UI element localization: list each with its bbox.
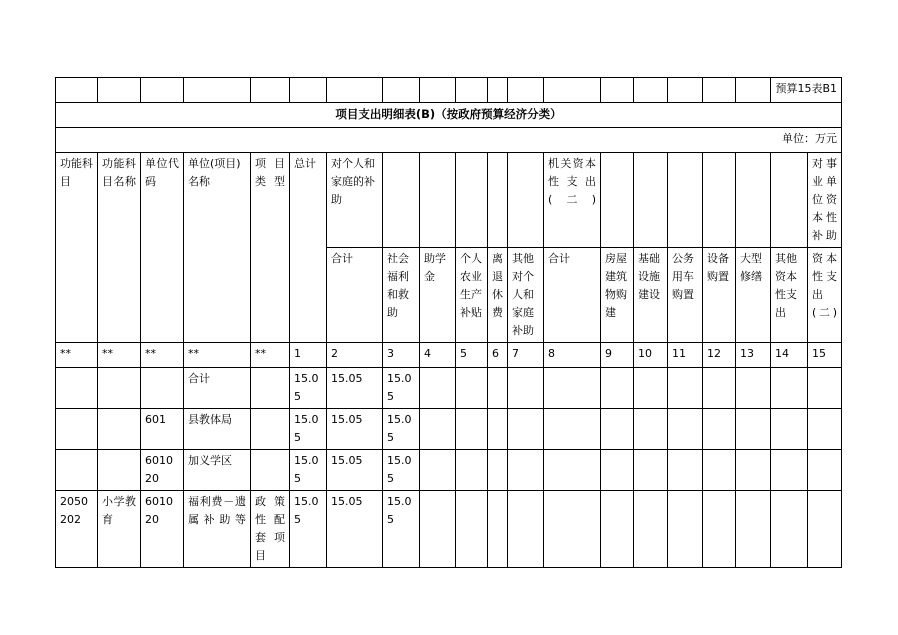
unit-row (56, 128, 842, 153)
header-row-1 (56, 153, 842, 248)
table-row-total (56, 368, 842, 409)
table-cell (736, 368, 771, 409)
table-cell (420, 368, 456, 409)
table-cell (601, 491, 634, 568)
index-cell: 12 (703, 343, 736, 368)
table-cell (544, 450, 601, 491)
table-cell (420, 409, 456, 450)
table-cell: 政策性配套项目 (251, 491, 290, 568)
index-cell: ** (141, 343, 184, 368)
table-cell (251, 368, 290, 409)
table-cell (420, 450, 456, 491)
table-cell (668, 368, 703, 409)
table-cell (98, 368, 141, 409)
index-cell: ** (56, 343, 98, 368)
table-cell (703, 368, 736, 409)
table-cell: 合计 (184, 368, 251, 409)
table-cell: 15.05 (290, 368, 327, 409)
table-cell: 15.05 (383, 450, 420, 491)
table-cell (601, 450, 634, 491)
header-project-type: 项目类型 (251, 153, 290, 343)
header-infrastructure: 基础设施建设 (634, 248, 668, 343)
table-cell (634, 491, 668, 568)
table-cell (601, 368, 634, 409)
table-cell: 601020 (141, 450, 184, 491)
table-cell (634, 409, 668, 450)
header-vehicle: 公务用车购置 (668, 248, 703, 343)
table-cell (488, 491, 508, 568)
table-cell (508, 409, 544, 450)
table-cell (703, 450, 736, 491)
table-cell (544, 368, 601, 409)
table-cell: 15.05 (327, 409, 383, 450)
table-cell (98, 409, 141, 450)
table-cell (420, 491, 456, 568)
table-cell (808, 491, 842, 568)
table-cell (456, 491, 488, 568)
table-cell (771, 409, 808, 450)
table-cell (601, 409, 634, 450)
table-cell (488, 450, 508, 491)
table-cell (544, 491, 601, 568)
index-cell: 11 (668, 343, 703, 368)
table-cell (508, 368, 544, 409)
header-student-aid: 助学金 (420, 248, 456, 343)
index-cell: 1 (290, 343, 327, 368)
table-cell: 15.05 (290, 409, 327, 450)
table-cell (634, 368, 668, 409)
table-row-601020 (56, 450, 842, 491)
index-cell: 9 (601, 343, 634, 368)
table-cell (703, 409, 736, 450)
index-cell: 15 (808, 343, 842, 368)
table-row-601 (56, 409, 842, 450)
table-title: 项目支出明细表(B)（按政府预算经济分类） (56, 103, 842, 128)
table-cell: 601020 (141, 491, 184, 568)
index-cell: 3 (383, 343, 420, 368)
table-cell (456, 368, 488, 409)
index-cell: ** (184, 343, 251, 368)
header-retirement: 离退休费 (488, 248, 508, 343)
form-code-row (56, 78, 842, 103)
table-row-2050202 (56, 491, 842, 568)
header-farm-subsidy: 个人农业生产补贴 (456, 248, 488, 343)
table-cell (736, 450, 771, 491)
table-cell (808, 368, 842, 409)
table-cell: 15.05 (327, 450, 383, 491)
index-cell: 4 (420, 343, 456, 368)
form-code: 预算15表B1 (771, 78, 842, 103)
table-cell (141, 368, 184, 409)
table-cell (736, 409, 771, 450)
table-cell: 15.05 (383, 491, 420, 568)
table-cell (634, 450, 668, 491)
table-cell (508, 450, 544, 491)
table-cell (56, 450, 98, 491)
index-cell: ** (251, 343, 290, 368)
table-cell: 15.05 (383, 368, 420, 409)
index-cell: 5 (456, 343, 488, 368)
table-cell (488, 409, 508, 450)
table-cell (456, 450, 488, 491)
index-cell: 13 (736, 343, 771, 368)
title-row (56, 103, 842, 128)
header-other-personal: 其他对个人和家庭补助 (508, 248, 544, 343)
table-cell (98, 450, 141, 491)
table-cell (668, 491, 703, 568)
table-cell: 加义学区 (184, 450, 251, 491)
table-cell (771, 450, 808, 491)
unit-label: 单位：万元 (56, 128, 842, 153)
table-cell (251, 409, 290, 450)
header-func-subject: 功能科目 (56, 153, 98, 343)
header-personal-subsidy: 对个人和家庭的补助 (327, 153, 383, 248)
table-cell: 15.05 (290, 450, 327, 491)
table-cell (771, 491, 808, 568)
index-cell: 2 (327, 343, 383, 368)
table-cell: 县教体局 (184, 409, 251, 450)
table-cell (808, 409, 842, 450)
table-cell: 15.05 (327, 491, 383, 568)
index-cell: 6 (488, 343, 508, 368)
header-org-capital: 机关资本性支出(二) (544, 153, 601, 248)
table-cell: 15.05 (383, 409, 420, 450)
header-equipment: 设备购置 (703, 248, 736, 343)
table-cell: 15.05 (290, 491, 327, 568)
header-repair: 大型修缮 (736, 248, 771, 343)
header-unit-code: 单位代码 (141, 153, 184, 343)
table-cell: 15.05 (327, 368, 383, 409)
table-cell (703, 491, 736, 568)
index-row (56, 343, 842, 368)
header-other-capital: 其他资本性支出 (771, 248, 808, 343)
table-cell: 福利费－遗属补助等 (184, 491, 251, 568)
table-cell: 601 (141, 409, 184, 450)
index-cell: 7 (508, 343, 544, 368)
header-capital-total: 合计 (544, 248, 601, 343)
header-social-welfare: 社会福利和救助 (383, 248, 420, 343)
table-cell (771, 368, 808, 409)
table-cell (488, 368, 508, 409)
index-cell: 14 (771, 343, 808, 368)
index-cell: 10 (634, 343, 668, 368)
table-cell (668, 409, 703, 450)
table-cell (544, 409, 601, 450)
table-cell (668, 450, 703, 491)
header-func-subject-name: 功能科目名称 (98, 153, 141, 343)
table-cell: 小学教育 (98, 491, 141, 568)
header-sub-total: 合计 (327, 248, 383, 343)
table-cell (251, 450, 290, 491)
header-building: 房屋建筑物购建 (601, 248, 634, 343)
table-cell (508, 491, 544, 568)
table-cell (56, 409, 98, 450)
index-cell: 8 (544, 343, 601, 368)
header-total: 总计 (290, 153, 327, 343)
index-cell: ** (98, 343, 141, 368)
table-cell (456, 409, 488, 450)
table-cell (808, 450, 842, 491)
table-cell (736, 491, 771, 568)
budget-table (55, 77, 842, 568)
table-cell: 2050202 (56, 491, 98, 568)
header-unit-name: 单位(项目)名称 (184, 153, 251, 343)
header-enterprise-capital: 对事业单位资本性补助 (808, 153, 842, 248)
table-cell (56, 368, 98, 409)
header-capital-2: 资本性支出(二) (808, 248, 842, 343)
